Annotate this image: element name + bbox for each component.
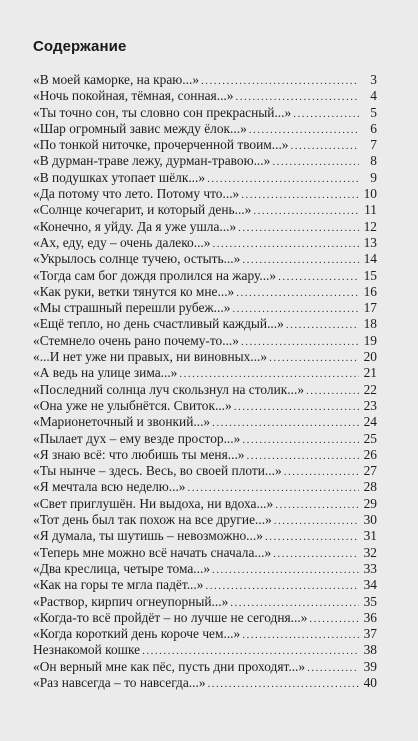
toc-entry bbox=[33, 398, 377, 414]
dot-leader bbox=[238, 220, 359, 236]
page-title: Содержание bbox=[33, 38, 127, 55]
dot-leader bbox=[241, 187, 359, 203]
toc-entry-page-number: 24 bbox=[363, 414, 377, 430]
toc-entry-title: «Ах, еду, еду – очень далеко...» bbox=[33, 234, 211, 250]
toc-entry-title: «Как на горы те мгла падёт...» bbox=[33, 577, 204, 593]
toc-entry-title: «Я мечтала всю неделю...» bbox=[33, 479, 186, 495]
toc-entry bbox=[33, 88, 377, 104]
toc-entry-page-number: 28 bbox=[363, 479, 377, 495]
toc-entry-page-number: 33 bbox=[363, 560, 377, 576]
toc-entry bbox=[33, 186, 377, 202]
toc-entry bbox=[33, 300, 377, 316]
toc-entry-title: «Да потому что лето. Потому что...» bbox=[33, 186, 240, 202]
toc-entry bbox=[33, 561, 377, 577]
toc-entry-title: «А ведь на улице зима...» bbox=[33, 365, 178, 381]
dot-leader bbox=[207, 171, 359, 187]
dot-leader bbox=[201, 73, 359, 89]
toc-entry bbox=[33, 365, 377, 381]
dot-leader bbox=[205, 578, 359, 594]
toc-entry-page-number: 21 bbox=[363, 365, 377, 381]
dot-leader bbox=[230, 595, 359, 611]
toc-entry-title: «Мы страшный перешли рубеж...» bbox=[33, 300, 231, 316]
toc-entry-page-number: 20 bbox=[363, 349, 377, 365]
toc-entry-page-number: 7 bbox=[370, 137, 377, 153]
toc-entry-title: «Стемнело очень рано почему-то...» bbox=[33, 332, 239, 348]
toc-entry-title: «Пылает дух – ему везде простор...» bbox=[33, 430, 241, 446]
dot-leader bbox=[291, 138, 359, 154]
table-of-contents bbox=[33, 72, 377, 691]
toc-entry-page-number: 9 bbox=[370, 169, 377, 185]
toc-entry-title: «Ночь покойная, тёмная, сонная...» bbox=[33, 88, 234, 104]
dot-leader bbox=[306, 383, 359, 399]
dot-leader bbox=[284, 464, 359, 480]
toc-entry-title: «Я знаю всё: что любишь ты меня...» bbox=[33, 446, 245, 462]
toc-entry-title: «Шар огромный завис между ёлок...» bbox=[33, 120, 247, 136]
toc-entry bbox=[33, 105, 377, 121]
toc-entry bbox=[33, 528, 377, 544]
toc-entry-page-number: 26 bbox=[363, 446, 377, 462]
toc-entry bbox=[33, 121, 377, 137]
toc-entry-page-number: 8 bbox=[370, 153, 377, 169]
toc-entry-page-number: 34 bbox=[363, 577, 377, 593]
toc-entry-title: «В подушках утопает шёлк...» bbox=[33, 169, 206, 185]
dot-leader bbox=[275, 497, 359, 513]
toc-entry bbox=[33, 463, 377, 479]
toc-entry-title: «Она уже не улыбнётся. Свиток...» bbox=[33, 397, 232, 413]
toc-entry-page-number: 22 bbox=[363, 381, 377, 397]
toc-entry bbox=[33, 496, 377, 512]
toc-entry-title: «В дурман-траве лежу, дурман-травою...» bbox=[33, 153, 271, 169]
toc-entry-page-number: 32 bbox=[363, 544, 377, 560]
toc-entry-page-number: 14 bbox=[363, 251, 377, 267]
toc-entry-page-number: 37 bbox=[363, 626, 377, 642]
toc-entry-title: «Конечно, я уйду. Да я уже ушла...» bbox=[33, 218, 237, 234]
dot-leader bbox=[272, 154, 359, 170]
dot-leader bbox=[249, 122, 359, 138]
toc-entry-page-number: 6 bbox=[370, 120, 377, 136]
toc-entry bbox=[33, 431, 377, 447]
toc-entry-page-number: 39 bbox=[363, 658, 377, 674]
toc-entry bbox=[33, 447, 377, 463]
toc-entry bbox=[33, 382, 377, 398]
dot-leader bbox=[208, 676, 359, 692]
toc-entry bbox=[33, 594, 377, 610]
toc-entry bbox=[33, 349, 377, 365]
dot-leader bbox=[278, 269, 359, 285]
dot-leader bbox=[246, 448, 359, 464]
toc-entry-title: «Когда-то всё пройдёт – но лучше не сегодня...» bbox=[33, 609, 308, 625]
toc-entry-title: «Свет приглушён. Ни выдоха, ни вдоха...» bbox=[33, 495, 274, 511]
toc-entry-page-number: 13 bbox=[363, 234, 377, 250]
toc-entry-page-number: 35 bbox=[363, 593, 377, 609]
toc-entry-page-number: 12 bbox=[363, 218, 377, 234]
dot-leader bbox=[265, 529, 359, 545]
dot-leader bbox=[242, 252, 359, 268]
toc-entry bbox=[33, 284, 377, 300]
toc-entry bbox=[33, 333, 377, 349]
toc-entry-title: «Солнце кочегарит, и который день...» bbox=[33, 202, 252, 218]
toc-entry-page-number: 11 bbox=[364, 202, 377, 218]
dot-leader bbox=[309, 611, 359, 627]
toc-entry-page-number: 19 bbox=[363, 332, 377, 348]
dot-leader bbox=[242, 432, 359, 448]
toc-entry-page-number: 27 bbox=[363, 463, 377, 479]
toc-entry bbox=[33, 642, 377, 658]
dot-leader bbox=[232, 301, 359, 317]
dot-leader bbox=[212, 415, 359, 431]
dot-leader bbox=[142, 643, 359, 659]
toc-entry bbox=[33, 414, 377, 430]
toc-entry-title: «Ты точно сон, ты словно сон прекрасный...» bbox=[33, 104, 292, 120]
toc-entry bbox=[33, 235, 377, 251]
toc-entry bbox=[33, 72, 377, 88]
toc-entry bbox=[33, 577, 377, 593]
dot-leader bbox=[241, 334, 359, 350]
toc-entry-page-number: 23 bbox=[363, 397, 377, 413]
toc-entry-page-number: 10 bbox=[363, 186, 377, 202]
toc-entry-page-number: 17 bbox=[363, 300, 377, 316]
toc-entry bbox=[33, 153, 377, 169]
toc-entry-title: «Два креслица, четыре тома...» bbox=[33, 560, 211, 576]
toc-entry-title: «Последний солнца луч скользнул на столик...» bbox=[33, 381, 305, 397]
toc-entry-title: «Тот день был так похож на все другие...» bbox=[33, 512, 272, 528]
toc-entry-title: Незнакомой кошке bbox=[33, 642, 141, 658]
toc-entry-page-number: 29 bbox=[363, 495, 377, 511]
dot-leader bbox=[235, 89, 359, 105]
toc-entry-title: «Теперь мне можно всё начать сначала...» bbox=[33, 544, 272, 560]
toc-entry-title: «Когда короткий день короче чем...» bbox=[33, 626, 241, 642]
toc-entry-title: «Ты нынче – здесь. Весь, во своей плоти...» bbox=[33, 463, 282, 479]
toc-entry bbox=[33, 675, 377, 691]
dot-leader bbox=[212, 236, 359, 252]
toc-entry-title: «Укрылось солнце тучею, остыть...» bbox=[33, 251, 241, 267]
toc-entry bbox=[33, 316, 377, 332]
toc-entry bbox=[33, 219, 377, 235]
toc-entry bbox=[33, 268, 377, 284]
toc-entry-title: «Марионеточный и звонкий...» bbox=[33, 414, 211, 430]
toc-entry-page-number: 5 bbox=[370, 104, 377, 120]
toc-entry-title: «Я думала, ты шутишь – невозможно...» bbox=[33, 528, 263, 544]
dot-leader bbox=[293, 106, 359, 122]
dot-leader bbox=[242, 627, 359, 643]
toc-entry-page-number: 16 bbox=[363, 283, 377, 299]
toc-entry-page-number: 36 bbox=[363, 609, 377, 625]
toc-entry-title: «Раз навсегда – то навсегда...» bbox=[33, 674, 206, 690]
toc-entry-title: «...И нет уже ни правых, ни виновных...» bbox=[33, 349, 268, 365]
toc-entry-title: «Тогда сам бог дождя пролился на жару...» bbox=[33, 267, 277, 283]
toc-entry-title: «Как руки, ветки тянутся ко мне...» bbox=[33, 283, 235, 299]
toc-entry-page-number: 18 bbox=[363, 316, 377, 332]
toc-entry bbox=[33, 512, 377, 528]
toc-entry-title: «По тонкой ниточке, прочерченной твоим...» bbox=[33, 137, 289, 153]
toc-entry-page-number: 38 bbox=[363, 642, 377, 658]
dot-leader bbox=[179, 366, 359, 382]
toc-entry bbox=[33, 610, 377, 626]
toc-entry bbox=[33, 659, 377, 675]
dot-leader bbox=[188, 480, 360, 496]
toc-entry-page-number: 15 bbox=[363, 267, 377, 283]
toc-entry-page-number: 40 bbox=[363, 674, 377, 690]
toc-entry-title: «В моей каморке, на краю...» bbox=[33, 72, 200, 87]
toc-entry-page-number: 30 bbox=[363, 512, 377, 528]
toc-entry bbox=[33, 137, 377, 153]
toc-entry bbox=[33, 479, 377, 495]
toc-entry bbox=[33, 545, 377, 561]
toc-entry bbox=[33, 170, 377, 186]
toc-entry-title: «Раствор, кирпич огнеупорный...» bbox=[33, 593, 229, 609]
dot-leader bbox=[274, 513, 359, 529]
toc-entry-page-number: 31 bbox=[363, 528, 377, 544]
dot-leader bbox=[236, 285, 359, 301]
toc-entry-title: «Ещё тепло, но день счастливый каждый...» bbox=[33, 316, 284, 332]
dot-leader bbox=[307, 660, 359, 676]
dot-leader bbox=[212, 562, 359, 578]
toc-entry-page-number: 4 bbox=[370, 88, 377, 104]
dot-leader bbox=[273, 546, 359, 562]
toc-entry bbox=[33, 626, 377, 642]
dot-leader bbox=[286, 317, 359, 333]
toc-entry-title: «Он верный мне как пёс, пусть дни проходят...» bbox=[33, 658, 306, 674]
toc-entry bbox=[33, 251, 377, 267]
dot-leader bbox=[253, 203, 359, 219]
toc-entry-page-number: 25 bbox=[363, 430, 377, 446]
toc-entry bbox=[33, 202, 377, 218]
toc-entry-page-number: 3 bbox=[370, 72, 377, 87]
dot-leader bbox=[269, 350, 359, 366]
dot-leader bbox=[234, 399, 359, 415]
